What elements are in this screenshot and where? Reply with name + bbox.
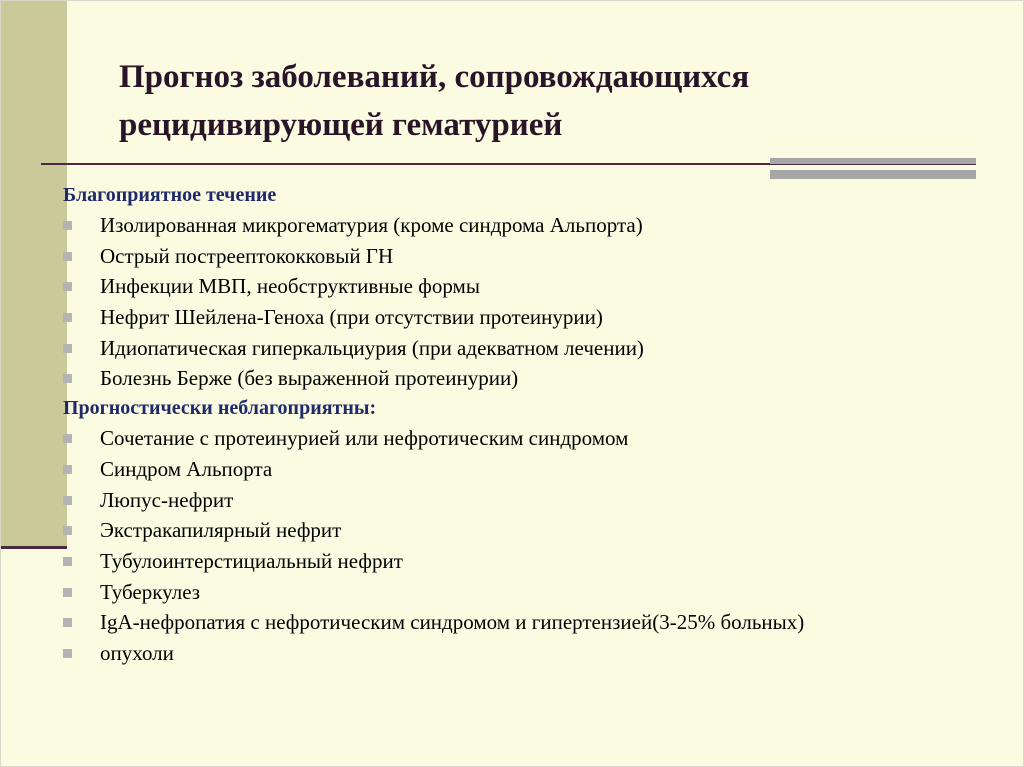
- list-item: [63, 515, 993, 546]
- list-item: [63, 423, 993, 454]
- slide-content: [63, 181, 993, 669]
- square-bullet-icon: [63, 434, 72, 443]
- square-bullet-icon: [63, 588, 72, 597]
- square-bullet-icon: [63, 557, 72, 566]
- list-item-text: Люпус-нефрит: [100, 487, 234, 512]
- side-decor-line: [1, 546, 67, 549]
- square-bullet-icon: [63, 282, 72, 291]
- list-item: [63, 638, 993, 669]
- list-item-text: Экстракапилярный нефрит: [100, 518, 342, 543]
- list-item-text: Острый постреептококковый ГН: [100, 243, 394, 268]
- list-item-text: Синдром Альпорта: [100, 456, 273, 481]
- side-decor-bar: [1, 1, 67, 546]
- list-item: [63, 485, 993, 516]
- list-item: [63, 333, 993, 364]
- section-heading-unfavorable: Прогностически неблагоприятны:: [63, 397, 377, 420]
- list-item-text: опухоли: [100, 640, 174, 665]
- square-bullet-icon: [63, 465, 72, 474]
- list-item-text: IgA-нефропатия с нефротическим синдромом и гипертензией(3-25% больных): [100, 610, 805, 635]
- square-bullet-icon: [63, 374, 72, 383]
- section-heading-favorable: Благоприятное течение: [63, 184, 277, 206]
- square-bullet-icon: [63, 344, 72, 353]
- square-bullet-icon: [63, 649, 72, 658]
- square-bullet-icon: [63, 526, 72, 535]
- square-bullet-icon: [63, 313, 72, 322]
- title-line-2: рецидивирующей гематурией: [119, 107, 563, 143]
- list-item-text: Болезнь Берже (без выраженной протеинурии): [100, 366, 519, 391]
- list-item: [63, 241, 993, 272]
- square-bullet-icon: [63, 252, 72, 261]
- title-line-1: Прогноз заболеваний, сопровождающихся: [119, 59, 750, 95]
- list-item-text: Тубулоинтерстициальный нефрит: [100, 548, 403, 573]
- list-item-text: Идиопатическая гиперкальциурия (при адекватном лечении): [100, 335, 644, 360]
- list-item: [63, 210, 993, 241]
- list-item: [63, 454, 993, 485]
- slide-title: [119, 53, 939, 149]
- accent-bar-top: [770, 158, 976, 164]
- list-item-text: Сочетание с протеинурией или нефротическим синдромом: [100, 426, 629, 451]
- list-item-text: Нефрит Шейлена-Геноха (при отсутствии протеинурии): [100, 305, 603, 330]
- list-item: [63, 546, 993, 577]
- list-item-text: Изолированная микрогематурия (кроме синдрома Альпорта): [100, 213, 643, 237]
- list-item-text: Инфекции МВП, необструктивные формы: [100, 274, 480, 299]
- list-item: [63, 363, 993, 394]
- list-item: [63, 271, 993, 302]
- list-item-text: Туберкулез: [100, 579, 201, 604]
- square-bullet-icon: [63, 618, 72, 627]
- square-bullet-icon: [63, 221, 72, 230]
- list-item: [63, 607, 993, 638]
- square-bullet-icon: [63, 496, 72, 505]
- list-item: [63, 577, 993, 608]
- accent-bar-bottom: [770, 170, 976, 179]
- list-item: [63, 302, 993, 333]
